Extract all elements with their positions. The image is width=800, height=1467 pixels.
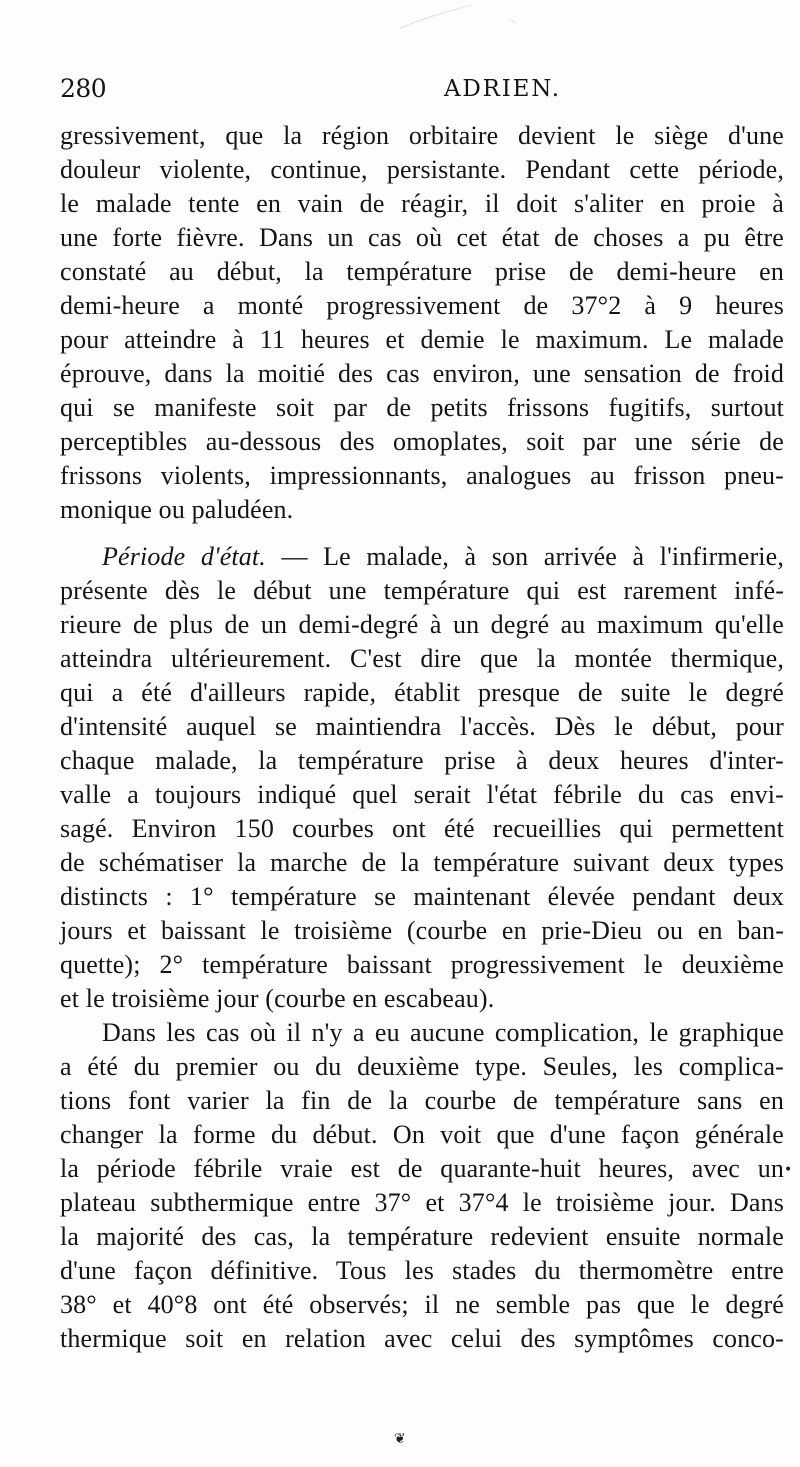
period-of-state-first-line	[102, 540, 784, 574]
period-of-state-heading: Période d'état.	[102, 542, 266, 571]
complications-line-10: thermique soit en relation avec celui des symptômes conco-	[60, 1324, 784, 1353]
complications-line-3: tions font varier la fin de la courbe de température sans en	[60, 1086, 784, 1115]
body-line-3: le malade tente en vain de réagir, il doit s'aliter en proie à	[60, 189, 784, 218]
body-line-12: monique ou paludéen.	[60, 495, 294, 524]
bottom-mark: ❦	[394, 1431, 406, 1447]
period-of-state-line-6: d'intensité auquel se maintiendra l'accès. Dès le début, pour	[60, 712, 784, 741]
margin-mark: •	[784, 1162, 793, 1178]
complications-line-8: d'une façon définitive. Tous les stades du thermomètre entre	[60, 1256, 784, 1285]
body-line-9: qui se manifeste soit par de petits frissons fugitifs, surtout	[60, 393, 784, 422]
complications-line-6: plateau subthermique entre 37° et 37°4 le troisième jour. Dans	[60, 1188, 784, 1217]
complications-line-2: a été du premier ou du deuxième type. Seules, les complica-	[60, 1052, 784, 1081]
complications-line-9: 38° et 40°8 ont été observés; il ne semble pas que le degré	[60, 1290, 784, 1319]
body-line-8: éprouve, dans la moitié des cas environ, une sensation de froid	[60, 359, 784, 388]
body-line-1: gressivement, que la région orbitaire devient le siège d'une	[60, 121, 784, 150]
period-of-state-line-7: chaque malade, la température prise à deux heures d'inter-	[60, 746, 784, 775]
period-of-state-line-10: de schématiser la marche de la température suivant deux types	[60, 848, 784, 877]
complications-line-4: changer la forme du début. On voit que d'une façon générale	[60, 1120, 784, 1149]
body-line-7: pour atteindre à 11 heures et demie le maximum. Le malade	[60, 325, 784, 354]
period-of-state-line-9: sagé. Environ 150 courbes ont été recueillies qui permettent	[60, 814, 784, 843]
complications-line-5: la période fébrile vraie est de quarante-huit heures, avec un	[60, 1154, 784, 1183]
complications-line-7: la majorité des cas, la température redevient ensuite normale	[60, 1222, 784, 1251]
body-line-4: une forte fièvre. Dans un cas où cet état de choses a pu être	[60, 223, 784, 252]
period-of-state-line-8: valle a toujours indiqué quel serait l'état fébrile du cas envi-	[60, 780, 784, 809]
body-line-2: douleur violente, continue, persistante. Pendant cette période,	[60, 155, 784, 184]
period-of-state-line-3: rieure de plus de un demi-degré à un degré au maximum qu'elle	[60, 610, 784, 639]
scan-artifact	[392, 0, 552, 30]
body-line-5: constaté au début, la température prise de demi-heure en	[60, 257, 784, 286]
period-of-state-line-12: jours et baissant le troisième (courbe en prie-Dieu ou en ban-	[60, 916, 784, 945]
page-number: 280	[60, 74, 107, 103]
body-line-6: demi-heure a monté progressivement de 37°2 à 9 heures	[60, 291, 784, 320]
period-of-state-line-1: — Le malade, à son arrivée à l'infirmerie,	[265, 542, 784, 571]
complications-line-1: Dans les cas où il n'y a eu aucune complication, le graphique	[102, 1018, 784, 1047]
body-line-11: frissons violents, impressionnants, analogues au frisson pneu-	[60, 461, 784, 490]
body-line-10: perceptibles au-dessous des omoplates, soit par une série de	[60, 427, 784, 456]
period-of-state-line-4: atteindra ultérieurement. C'est dire que la montée thermique,	[60, 644, 784, 673]
period-of-state-line-11: distincts : 1° température se maintenant élevée pendant deux	[60, 882, 784, 911]
period-of-state-line-2: présente dès le début une température qui est rarement infé-	[60, 576, 784, 605]
period-of-state-line-14: et le troisième jour (courbe en escabeau).	[60, 984, 495, 1013]
period-of-state-line-5: qui a été d'ailleurs rapide, établit presque de suite le degré	[60, 678, 784, 707]
running-title: ADRIEN.	[444, 76, 561, 102]
period-of-state-line-13: quette); 2° température baissant progressivement le deuxième	[60, 950, 784, 979]
page-header	[60, 74, 760, 110]
